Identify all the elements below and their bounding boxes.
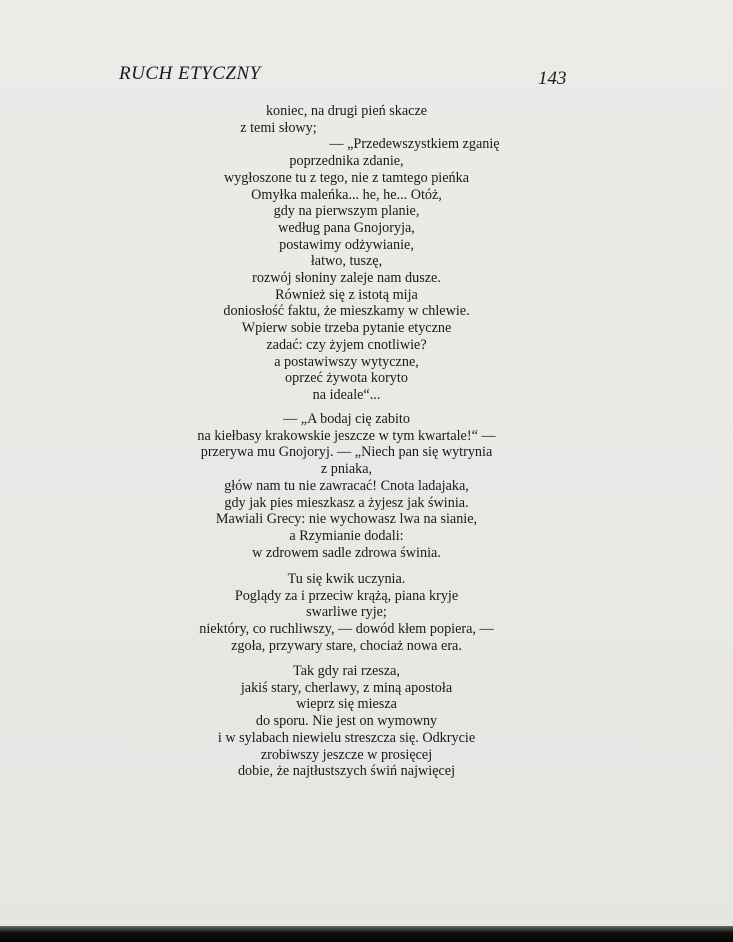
verse-line: postawimy odżywianie, (279, 236, 414, 253)
verse-line: wieprz się miesza (296, 696, 397, 713)
verse-line: Tak gdy rai rzesza, (293, 663, 400, 679)
verse-line: zrobiwszy jeszcze w prosięcej (260, 746, 433, 763)
verse-line: rozwój słoniny zaleje nam dusze. (252, 270, 441, 286)
verse-line: oprzeć żywota koryto (285, 370, 408, 387)
verse-line: Omyłka maleńka... he, he... Otóż, (251, 186, 442, 203)
verse-line: doniosłość faktu, że mieszkamy w chlewie. (223, 303, 470, 320)
verse-line: przerywa mu Gnojoryj. — „Niech pan się wytrynia (200, 444, 493, 461)
verse-line: według pana Gnojoryja, (278, 219, 415, 236)
verse-line: jakiś stary, cherlawy, z miną apostoła (240, 679, 453, 696)
verse-line: Również się z istotą mija (275, 286, 418, 303)
verse-line: — „A bodaj cię zabito (283, 411, 410, 427)
verse-line: i w sylabach niewielu streszcza się. Odkrycie (217, 729, 476, 746)
page-number: 143 (538, 68, 567, 89)
verse-line: Wpierw sobie trzeba pytanie etyczne (241, 320, 452, 337)
verse-line: głów nam tu nie zawracać! Cnota ladajaka, (224, 477, 469, 494)
verse-line: łatwo, tuszę, (310, 253, 383, 270)
verse-line: na ideale“... (312, 386, 381, 403)
verse-line: zgoła, przywary stare, chociaż nowa era. (231, 637, 462, 654)
verse-line: gdy na pierwszym planie, (273, 203, 420, 220)
verse-line: — „Przedewszystkiem zganię (329, 136, 500, 153)
verse-line: Tu się kwik uczynia. (287, 571, 406, 587)
verse-line: poprzednika zdanie, (289, 153, 404, 170)
scan-bottom-edge (0, 926, 733, 942)
verse-line: Poglądy za i przeciw krążą, piana kryje (234, 587, 459, 604)
verse-line: swarliwe ryje; (306, 604, 387, 621)
verse-line: a Rzymianie dodali: (289, 527, 404, 544)
verse-line: niektóry, co ruchliwszy, — dowód kłem popiera, — (199, 621, 494, 638)
verse-line: z pniaka, (320, 461, 373, 478)
verse-line: na kiełbasy krakowskie jeszcze w tym kwartale!“ — (197, 427, 496, 444)
verse-line: do sporu. Nie jest on wymowny (255, 713, 438, 730)
verse-line: zadać: czy żyjem cnotliwie? (266, 336, 427, 353)
verse-line: koniec, na drugi pień skacze (265, 103, 428, 119)
verse-line: wygłoszone tu z tego, nie z tamtego pieńka (223, 169, 470, 186)
verse-line: gdy jak pies mieszkasz a żyjesz jak świnia. (224, 494, 469, 511)
verse-line: a postawiwszy wytyczne, (274, 353, 419, 370)
verse-line: w zdrowem sadle zdrowa świnia. (252, 544, 441, 561)
running-header-title: RUCH ETYCZNY (119, 63, 261, 84)
verse-line: dobie, że najtłustszych świń najwięcej (237, 763, 456, 780)
verse-line: z temi słowy; (240, 119, 317, 136)
verse-line: Mawiali Grecy: nie wychowasz lwa na sianie, (215, 511, 478, 528)
